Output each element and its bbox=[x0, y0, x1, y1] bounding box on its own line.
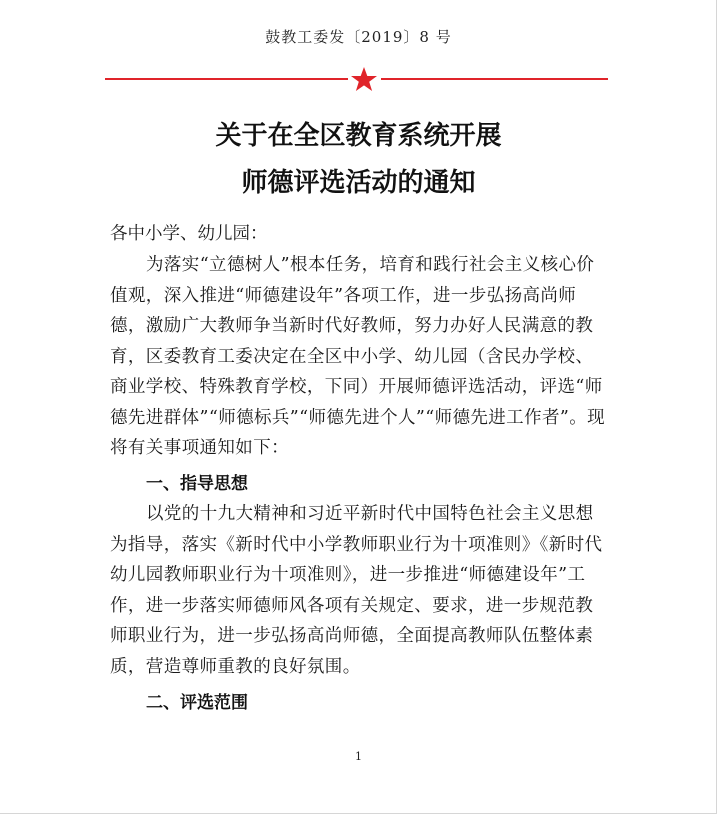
document-number: 鼓教工委发〔2019〕8 号 bbox=[265, 28, 452, 46]
title-line-1: 关于在全区教育系统开展 bbox=[215, 121, 502, 151]
red-star-icon bbox=[350, 66, 378, 92]
paragraph-guiding-ideology: 以党的十九大精神和习近平新时代中国特色社会主义思想为指导，落实《新时代中小学教师职业行为十项准则》《新时代幼儿园教师职业行为十项准则》，进一步推进“师德建设年”工作，进一步落实师德师风各项有关规定、要求，进一步规范教师职业行为，进一步弘扬高尚师德，全面提高教师队伍整体素质，营造尊师重教的良好氛围。 bbox=[110, 504, 603, 677]
page-number: 1 bbox=[355, 750, 362, 763]
title-line-2: 师德评选活动的通知 bbox=[241, 168, 476, 198]
section-heading-2: 二、评选范围 bbox=[146, 693, 248, 713]
red-rule-right bbox=[381, 78, 608, 80]
salutation: 各中小学、幼儿园： bbox=[110, 224, 268, 244]
red-rule-left bbox=[105, 78, 348, 80]
section-heading-1: 一、指导思想 bbox=[146, 474, 248, 494]
paragraph-intro: 为落实“立德树人”根本任务，培育和践行社会主义核心价值观，深入推进“师德建设年”各项工作，进一步弘扬高尚师德，激励广大教师争当新时代好教师，努力办好人民满意的教育，区委教育工委决定在全区中小学、幼儿园（含民办学校、商业学校、特殊教育学校，下同）开展师德评选活动，评选“师德先进群体”“师德标兵”“师德先进个人”“师德先进工作者”。现将有关事项通知如下： bbox=[110, 255, 606, 458]
